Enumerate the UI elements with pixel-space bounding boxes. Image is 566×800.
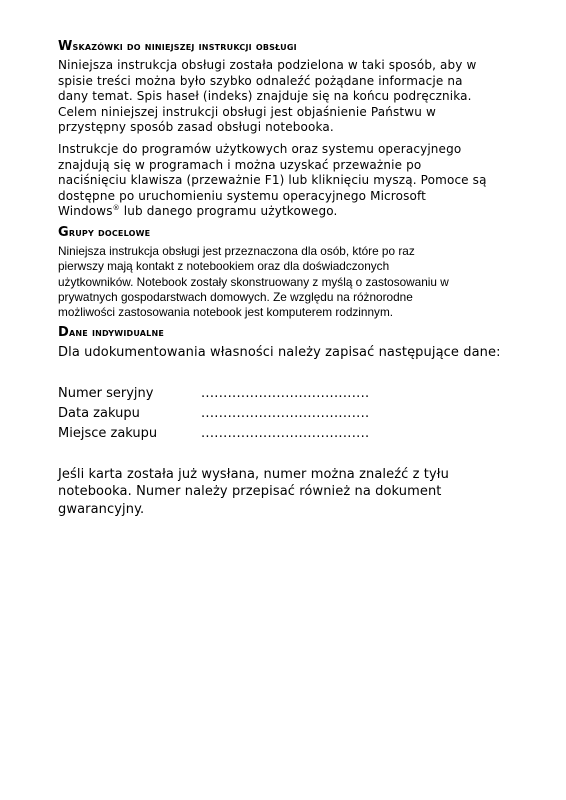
text-line: dany temat. Spis haseł (indeks) znajduje się na końcu podręcznika. xyxy=(58,89,472,104)
heading-initial: W xyxy=(58,39,73,54)
text-line: Celem niniejszej instrukcji obsługi jest objaśnienie Państwu w xyxy=(58,104,436,119)
text-line: użytkowników. Notebook zostały skonstruowany z myślą o zastosowaniu w xyxy=(58,274,449,289)
text-line: pierwszy mają kontakt z notebookiem oraz dla doświadczonych xyxy=(58,259,390,274)
text-line: Windows xyxy=(58,204,113,219)
text-line: notebooka. Numer należy przepisać również na dokument xyxy=(58,484,442,500)
heading-initial: D xyxy=(58,325,69,341)
field-fill-line: ...................................... xyxy=(201,405,370,421)
text-line: Niniejsza instrukcja obsługi została podzielona w taki sposób, aby w xyxy=(58,58,477,72)
field-row-place xyxy=(58,424,518,444)
field-label: Miejsce zakupu xyxy=(58,425,158,441)
paragraph-help xyxy=(58,142,518,220)
field-fill-line: ...................................... xyxy=(201,425,370,441)
text-line: naciśnięciu klawisza (przeważnie F1) lub kliknięciu myszą. Pomoce są xyxy=(58,173,487,188)
text-line: prywatnych gospodarstwach domowych. Ze względu na różnorodne xyxy=(58,289,413,304)
section-heading-dane xyxy=(58,326,518,340)
text-line: Niniejsza instrukcja obsługi jest przeznaczona dla osób, które po raz xyxy=(58,243,415,258)
field-row-date xyxy=(58,404,518,424)
field-fill-line: ...................................... xyxy=(201,385,370,401)
section-heading-grupy xyxy=(58,226,518,240)
document-page xyxy=(58,40,518,518)
personal-data-fields xyxy=(58,384,518,444)
text-line: spisie treści można było szybko odnaleźć pożądane informacje na xyxy=(58,73,463,88)
text-line: dostępne po uruchomieniu systemu operacyjnego Microsoft xyxy=(58,188,427,203)
paragraph-data-intro: Dla udokumentowania własności należy zapisać następujące dane: xyxy=(58,345,501,361)
field-label: Data zakupu xyxy=(58,405,140,421)
text-line: możliwości zastosowania notebook jest komputerem rodzinnym. xyxy=(58,305,394,320)
field-row-serial xyxy=(58,384,518,404)
text-line: Jeśli karta została już wysłana, numer można znaleźć z tyłu xyxy=(58,466,449,482)
paragraph-intro xyxy=(58,58,518,136)
field-label: Numer seryjny xyxy=(58,385,154,401)
paragraph-target-groups xyxy=(58,244,518,320)
text-line: znajdują się w programach i można uzyskać przeważnie po xyxy=(58,157,422,172)
section-heading-wskazowki xyxy=(58,40,518,54)
text-line: lub danego programu użytkowego. xyxy=(119,204,338,219)
registered-mark: ® xyxy=(112,204,120,213)
heading-text: skazówki do niniejszej instrukcji obsługi xyxy=(72,40,297,53)
text-line: gwarancyjny. xyxy=(58,501,145,517)
heading-initial: G xyxy=(58,224,69,240)
text-line: przystępny sposób zasad obsługi notebooka. xyxy=(58,120,334,135)
paragraph-closing xyxy=(58,466,518,519)
heading-text: ane indywidualne xyxy=(69,326,165,340)
heading-text: rupy docelowe xyxy=(68,225,151,239)
text-line: Instrukcje do programów użytkowych oraz systemu operacyjnego xyxy=(58,141,462,156)
